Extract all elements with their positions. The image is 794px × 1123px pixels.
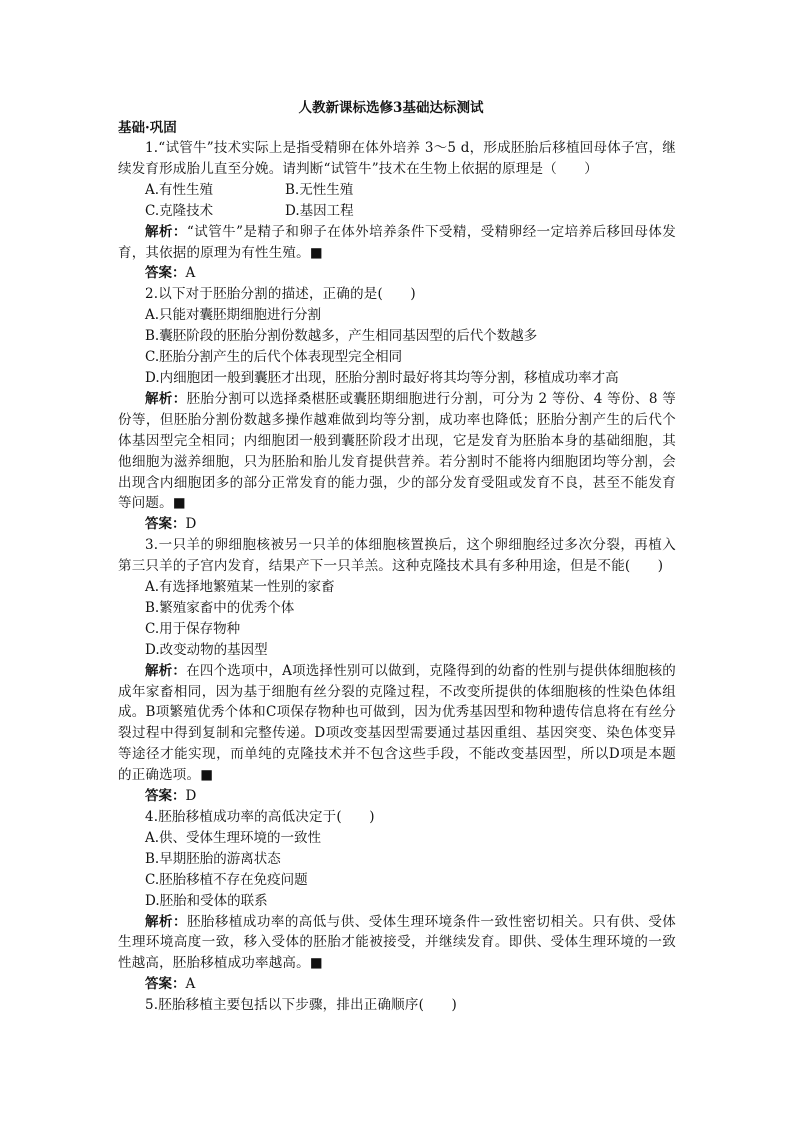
answer-label: 答案：: [145, 976, 186, 993]
option-d: D.胚胎和受体的联系: [145, 892, 268, 909]
question-4: [118, 807, 676, 995]
answer-label: 答案：: [145, 788, 186, 805]
end-mark: ■: [309, 955, 323, 972]
option-c: C.用于保存物种: [145, 620, 241, 637]
option-d: D.基因工程: [285, 202, 354, 219]
analysis-label: 解析：: [145, 223, 187, 240]
option-c: C.胚胎移植不存在免疫问题: [145, 871, 308, 888]
analysis-text: 胚胎分割可以选择桑椹胚或囊胚期细胞进行分割，可分为 2 等份、4 等份、8 等份等，但胚胎分割份数越多操作越难做到均等分割，成功率也降低；胚胎分割产生的后代个体基因型完全相同；内细胞团一般到囊胚阶段才出现，它是发育为胚胎本身的基础细胞，其他细胞为滋养细胞，只为胚胎和胎儿发育提供营养。若分割时不能将内细胞团均等分割，会出现含内细胞团多的部分正常发育的能力强，少的部分发育受阻或发育不良，甚至不能发育等问题。: [118, 390, 676, 512]
end-mark: ■: [200, 767, 214, 784]
answer: [118, 514, 676, 535]
document-content: [118, 98, 676, 1016]
answer-value: D: [185, 788, 197, 805]
analysis: [118, 222, 676, 264]
question-1: [118, 138, 676, 284]
question-5: [118, 995, 676, 1016]
answer: [118, 786, 676, 807]
analysis-label: 解析：: [145, 390, 187, 407]
answer-value: A: [185, 265, 196, 282]
analysis: [118, 389, 676, 514]
question-stem: 2.以下对于胚胎分割的描述，正确的是( ): [145, 286, 416, 303]
answer-label: 答案：: [145, 265, 186, 282]
section-heading: 基础·巩固: [118, 120, 177, 136]
analysis-label: 解析：: [145, 913, 187, 930]
option-d: D.内细胞团一般到囊胚才出现，胚胎分割时最好将其均等分割，移植成功率才高: [145, 369, 619, 386]
option-a: A.有性生殖: [145, 181, 214, 198]
answer-label: 答案：: [145, 516, 186, 533]
question-2: [118, 284, 676, 535]
analysis-text: 在四个选项中，A项选择性别可以做到，克隆得到的幼畜的性别与提供体细胞核的成年家畜相同，因为基于细胞有丝分裂的克隆过程，不改变所提供的体细胞核的性染色体组成。B项繁殖优秀个体和C项保存物种也可做到，因为优秀基因型和物种遗传信息将在有丝分裂过程中得到复制和完整传递。D项改变基因型需要通过基因重组、基因突变、染色体变异等途径才能实现，而单纯的克隆技术并不包含这些手段，不能改变基因型，所以D项是本题的正确选项。: [118, 662, 676, 784]
analysis-text: “试管牛”是精子和卵子在体外培养条件下受精，受精卵经一定培养后移回母体发育，其依据的原理为有性生殖。: [118, 223, 676, 261]
option-b: B.早期胚胎的游离状态: [145, 850, 281, 867]
question-stem: 5.胚胎移植主要包括以下步骤，排出正确顺序( ): [145, 997, 457, 1014]
option-c: C.胚胎分割产生的后代个体表现型完全相同: [145, 349, 403, 366]
option-b: B.囊胚阶段的胚胎分割份数越多，产生相同基因型的后代个数越多: [145, 328, 538, 345]
answer-value: D: [185, 516, 197, 533]
option-b: B.繁殖家畜中的优秀个体: [145, 599, 295, 616]
end-mark: ■: [309, 244, 323, 261]
analysis-text: 胚胎移植成功率的高低与供、受体生理环境条件一致性密切相关。只有供、受体生理环境高度一致，移入受体的胚胎才能被接受，并继续发育。即供、受体生理环境的一致性越高，胚胎移植成功率越高。: [118, 913, 677, 972]
options-row: [118, 201, 676, 222]
analysis: [118, 912, 676, 975]
option-a: A.供、受体生理环境的一致性: [145, 829, 322, 846]
option-a: A.只能对囊胚期细胞进行分割: [145, 307, 322, 324]
option-d: D.改变动物的基因型: [145, 641, 268, 658]
answer-value: A: [185, 976, 196, 993]
option-a: A.有选择地繁殖某一性别的家畜: [145, 579, 335, 596]
question-stem: 1.“试管牛”技术实际上是指受精卵在体外培养 3～5 d，形成胚胎后移植回母体子宫，继续发育形成胎儿直至分娩。请判断“试管牛”技术在生物上依据的原理是（ ）: [118, 140, 676, 177]
options-row: [118, 180, 676, 201]
end-mark: ■: [172, 495, 186, 512]
analysis: [118, 661, 676, 786]
option-c: C.克隆技术: [145, 202, 214, 219]
question-stem: 3.一只羊的卵细胞核被另一只羊的体细胞核置换后，这个卵细胞经过多次分裂，再植入第三只羊的子宫内发育，结果产下一只羊羔。这种克隆技术具有多种用途，但是不能( ): [118, 537, 676, 575]
analysis-label: 解析：: [145, 662, 187, 679]
document-title: 人教新课标选修3基础达标测试: [298, 100, 484, 116]
option-b: B.无性生殖: [285, 181, 354, 198]
question-3: [118, 535, 676, 807]
answer: [118, 263, 676, 284]
answer: [118, 974, 676, 995]
question-stem: 4.胚胎移植成功率的高低决定于( ): [145, 809, 375, 825]
